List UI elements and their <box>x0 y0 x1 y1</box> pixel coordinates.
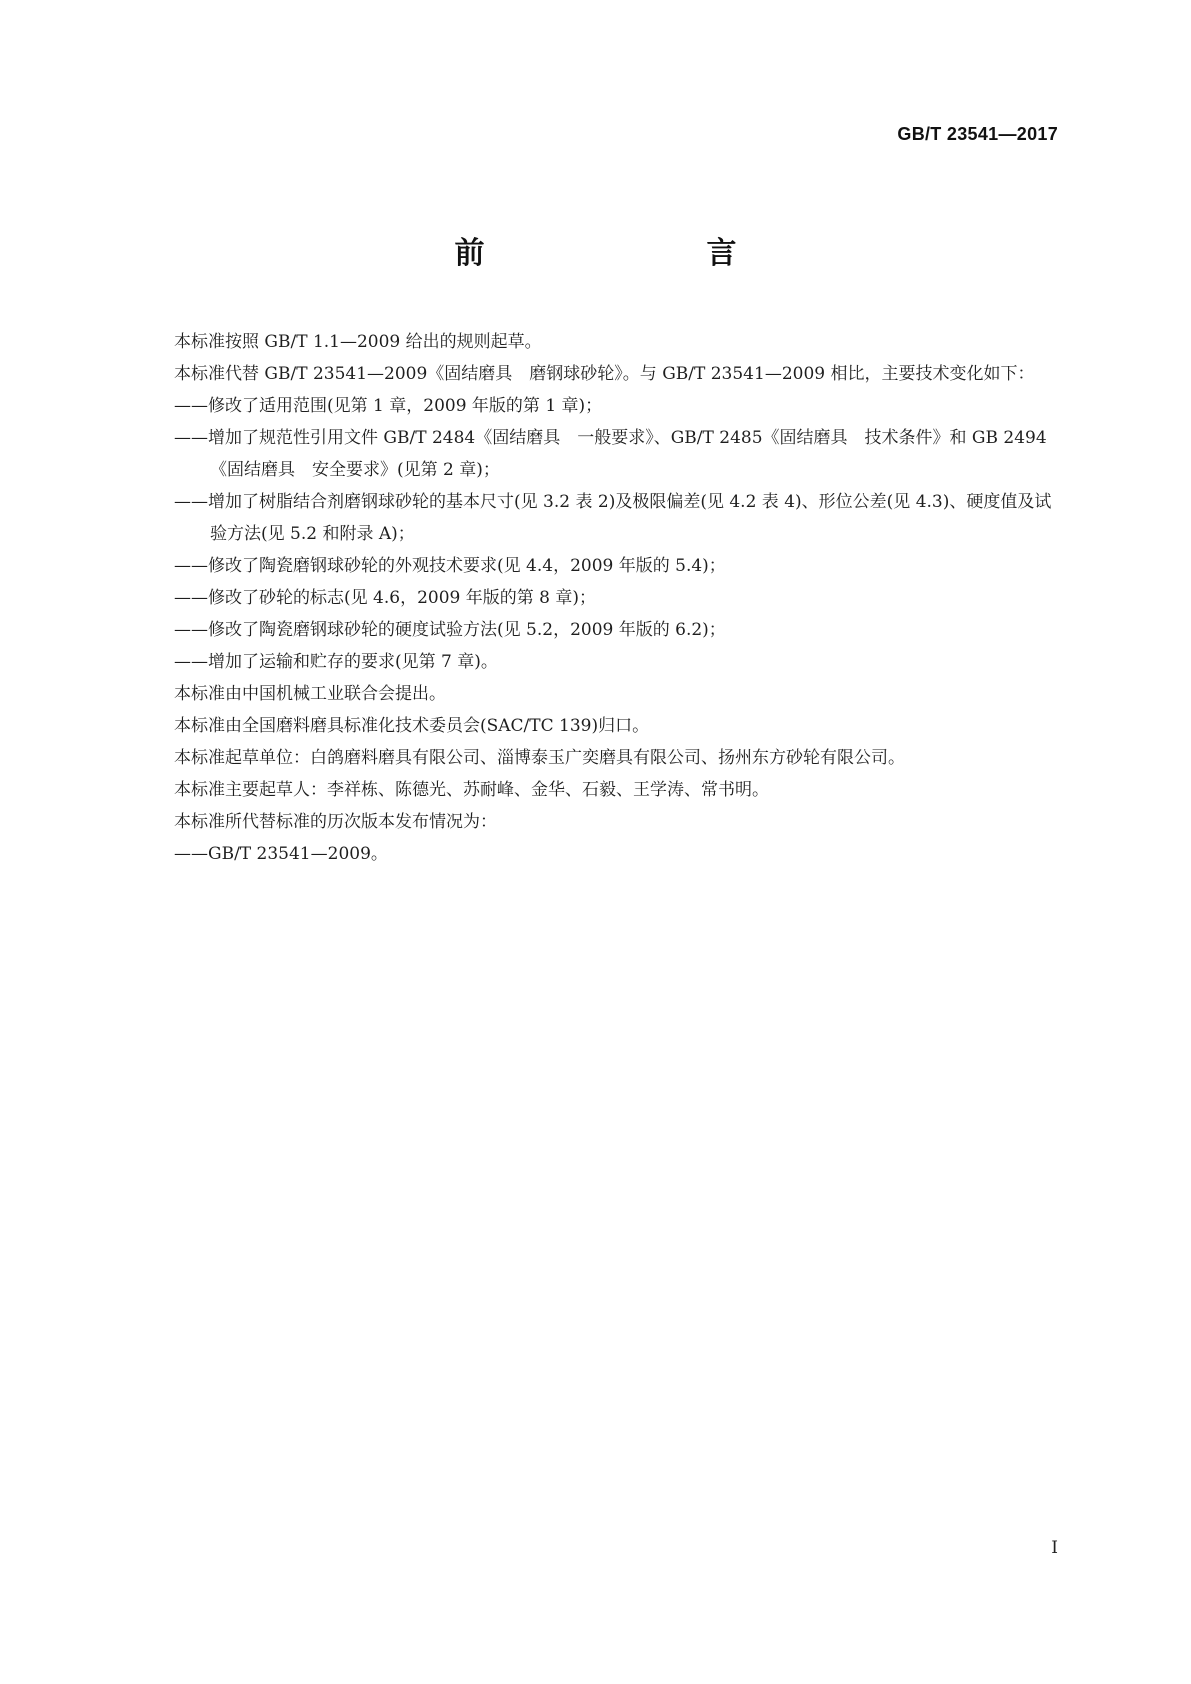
change-item: ——修改了陶瓷磨钢球砂轮的外观技术要求(见 4.4，2009 年版的 5.4)； <box>174 556 726 576</box>
change-item: ——修改了陶瓷磨钢球砂轮的硬度试验方法(见 5.2，2009 年版的 6.2)； <box>174 620 726 640</box>
paragraph-drafting-rules: 本标准按照 GB/T 1.1—2009 给出的规则起草。 <box>174 332 542 352</box>
paragraph-committee: 本标准由全国磨料磨具标准化技术委员会(SAC/TC 139)归口。 <box>174 716 650 736</box>
change-item: ——修改了砂轮的标志(见 4.6，2009 年版的第 8 章)； <box>174 588 596 608</box>
paragraph-drafting-units: 本标准起草单位：白鸽磨料磨具有限公司、淄博泰玉广奕磨具有限公司、扬州东方砂轮有限公司。 <box>174 748 905 768</box>
change-item: ——修改了适用范围(见第 1 章，2009 年版的第 1 章)； <box>174 396 603 416</box>
paragraph-drafters: 本标准主要起草人：李祥栋、陈德光、苏耐峰、金华、石毅、王学涛、常书明。 <box>174 780 769 800</box>
change-item: ——增加了规范性引用文件 GB/T 2484《固结磨具 一般要求》、GB/T 2485《固结磨具 技术条件》和 GB 2494《固结磨具 安全要求》(见第 2 章)； <box>174 428 1047 480</box>
foreword-body <box>132 326 1060 870</box>
paragraph-proposer: 本标准由中国机械工业联合会提出。 <box>174 684 446 704</box>
paragraph-history: 本标准所代替标准的历次版本发布情况为： <box>174 812 497 832</box>
change-item: ——增加了树脂结合剂磨钢球砂轮的基本尺寸(见 3.2 表 2)及极限偏差(见 4.2 表 4)、形位公差(见 4.3)、硬度值及试验方法(见 5.2 和附录 A)； <box>174 492 1052 544</box>
paragraph-replaces: 本标准代替 GB/T 23541—2009《固结磨具 磨钢球砂轮》。与 GB/T 23541—2009 相比，主要技术变化如下： <box>174 364 1035 384</box>
change-item: ——增加了运输和贮存的要求(见第 7 章)。 <box>174 652 498 672</box>
standard-number: GB/T 23541—2017 <box>897 124 1058 144</box>
page-number: I <box>1051 1538 1058 1558</box>
page-title: 前 言 <box>454 236 791 271</box>
history-item: ——GB/T 23541—2009。 <box>174 844 388 864</box>
